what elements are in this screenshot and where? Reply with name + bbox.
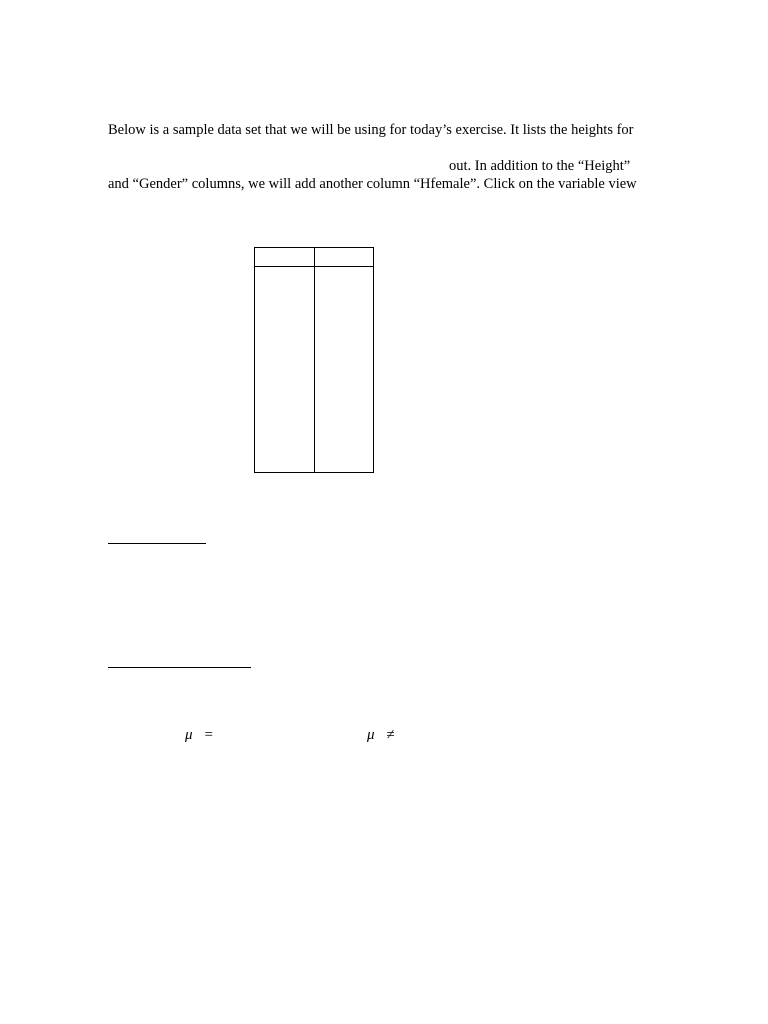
mu-symbol: μ xyxy=(185,727,193,743)
null-hypothesis xyxy=(185,727,213,743)
not-equal-sign: ≠ xyxy=(386,727,395,743)
section-heading-underline-1 xyxy=(108,543,206,544)
section-heading-underline-2 xyxy=(108,667,251,668)
equals-sign: = xyxy=(204,727,213,743)
paragraph-line-3: and “Gender” columns, we will add another column “Hfemale”. Click on the variable view xyxy=(108,176,637,192)
mu-symbol: μ xyxy=(367,727,375,743)
table-column-divider xyxy=(314,248,315,472)
paragraph-line-1: Below is a sample data set that we will be using for today’s exercise. It lists the heights for xyxy=(108,122,634,138)
sample-data-table xyxy=(254,247,374,473)
paragraph-line-2: out. In addition to the “Height” xyxy=(449,158,631,174)
alternative-hypothesis xyxy=(367,727,395,743)
